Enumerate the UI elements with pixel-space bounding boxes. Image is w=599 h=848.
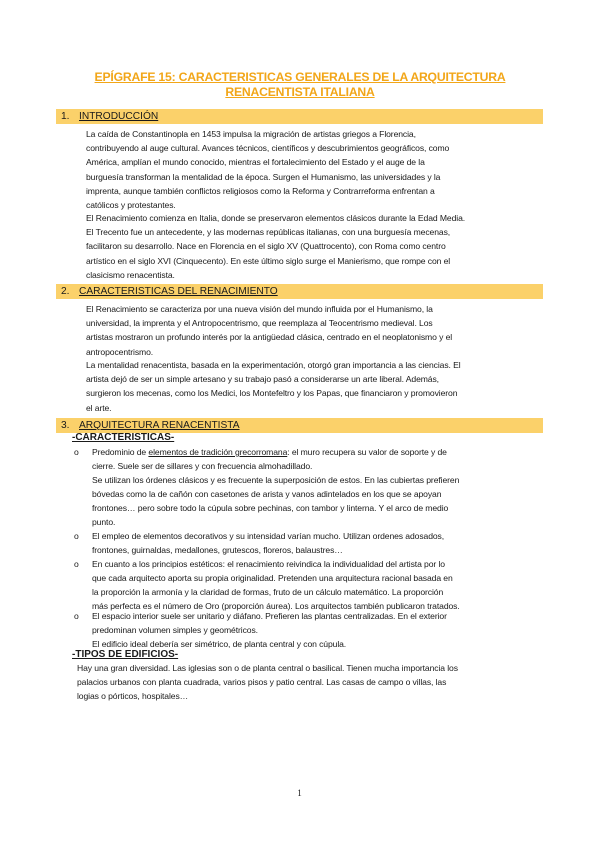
- text-line: El Renacimiento se caracteriza por una nueva visión del mundo influida por el Humanismo, la: [86, 304, 433, 314]
- text-line: Hay una gran diversidad. Las iglesias son o de planta central o basilical. Tienen mucha importancia los: [77, 663, 458, 673]
- text-line: contribuyendo al auge cultural. Avances técnicos, científicos y descubrimientos geográficos, como: [86, 143, 450, 154]
- text-line: bóvedas como la de cañón con casetones de arista y vanos adintelados en los que se apoyan: [92, 489, 442, 499]
- text-line: Predominio de elementos de tradición grecorromana: el muro recupera su valor de soporte y de: [92, 447, 447, 457]
- text-line: el arte.: [86, 402, 112, 413]
- text-line: universidad, la imprenta y el Antropocentrismo, que reemplaza al Teocentrismo medieval. Los: [86, 318, 433, 329]
- section-label: CARACTERISTICAS DEL RENACIMIENTO: [79, 286, 278, 297]
- underlined-term: elementos de tradición grecorromana: [148, 447, 288, 457]
- text-line: En cuanto a los principios estéticos: el renacimiento reivindica la individualidad del artista por lo: [92, 559, 445, 569]
- text-line: La mentalidad renacentista, basada en la experimentación, otorgó gran importancia a las ciencias. El: [86, 360, 461, 370]
- caracteristicas-paragraph-2: [86, 358, 541, 415]
- section-number: 3.: [61, 420, 70, 431]
- title-line-1: EPÍGRAFE 15: CARACTERISTICAS GENERALES DE LA ARQUITECTURA: [94, 70, 506, 84]
- text-line: La caída de Constantinopla en 1453 impulsa la migración de artistas griegos a Florencia,: [86, 129, 416, 139]
- text-line: frontones, guirnaldas, medallones, grutescos, floreros, balaustres…: [92, 545, 343, 555]
- text-line: El Renacimiento comienza en Italia, donde se preservaron elementos clásicos durante la Edad Media.: [86, 213, 466, 223]
- section-label: INTRODUCCIÓN: [79, 111, 159, 122]
- caracteristicas-paragraph-1: [86, 302, 541, 359]
- text-line: frontones… pero sobre todo la cúpula sobre pechinas, con tambor y linterna. Y el arco de medio: [92, 503, 449, 513]
- text-line: burguesía transforman la mentalidad de la época. Surgen el Humanismo, las universidades y la: [86, 171, 441, 182]
- section-heading-caracteristicas: [56, 284, 543, 299]
- text-line: El empleo de elementos decorativos y su intensidad varían mucho. Utilizan ordenes adosados,: [92, 531, 445, 541]
- list-item-continuation: [92, 473, 540, 529]
- text-line: católicos y protestantes.: [86, 200, 176, 211]
- subheading-tipos-de-edificios: -TIPOS DE EDIFICIOS-: [72, 649, 179, 660]
- text-line: facilitaron su desarrollo. Nace en Florencia en el siglo XV (Quattrocento), con Roma como centro: [86, 241, 446, 252]
- bullet-icon: o: [74, 447, 79, 457]
- section-number: 2.: [61, 286, 70, 297]
- text-line: predominan volumen simples y geométricos.: [92, 625, 258, 635]
- text-line: imprenta, aunque también conflictos religiosos como la Reforma y Contrarreforma enfrentan a: [86, 185, 435, 196]
- section-label: ARQUITECTURA RENACENTISTA: [79, 420, 240, 431]
- section-number: 1.: [61, 111, 70, 122]
- text-line: artistas mostraron un profundo interés por la antigüedad clásica, centrado en el neoplatonismo y el: [86, 332, 453, 343]
- subheading-caracteristicas: -CARACTERISTICAS-: [72, 432, 175, 443]
- list-item-text: [92, 557, 544, 613]
- list-item-text: [92, 609, 544, 651]
- document-title: [60, 70, 540, 100]
- list-item-text: [92, 529, 544, 557]
- text-line: logias o pórticos, hospitales…: [77, 691, 189, 702]
- text-line: El Trecento fue un antecedente, y las modernas repúblicas italianas, con una burguesía mecenas,: [86, 227, 451, 238]
- text-line: Se utilizan los órdenes clásicos y es frecuente la superposición de estos. En las cubiertas prefieren: [92, 475, 460, 485]
- text-line: artista dejó de ser un simple artesano y su trabajo pasó a considerarse un arte liberal. Además,: [86, 374, 439, 385]
- intro-paragraph-2: [86, 211, 541, 282]
- list-item-text: [92, 445, 544, 473]
- bullet-icon: o: [74, 559, 79, 569]
- text-line: cierre. Suele ser de sillares y con frecuencia almohadillado.: [92, 461, 313, 471]
- section-heading-arquitectura: [56, 418, 543, 433]
- text-line: antropocentrismo.: [86, 346, 154, 357]
- text-line: El edificio ideal debería ser simétrico, de planta central y con cúpula.: [92, 639, 347, 649]
- tipos-paragraph: [77, 661, 543, 704]
- page-number: 1: [297, 788, 302, 798]
- text-line: punto.: [92, 517, 116, 527]
- text-line: más perfecta es el número de Oro (proporción áurea). Los arquitectos también publicaron tratados.: [92, 601, 460, 611]
- text-line: América, amplían el mundo conocido, mientras el fortalecimiento del Estado y el auge de la: [86, 157, 425, 168]
- text-line: palacios urbanos con planta cuadrada, varios pisos y patio central. Las casas de campo o villas, las: [77, 677, 447, 688]
- bullet-icon: o: [74, 611, 79, 621]
- bullet-icon: o: [74, 531, 79, 541]
- section-heading-introduccion: [56, 109, 543, 124]
- title-line-2: RENACENTISTA ITALIANA: [225, 85, 375, 99]
- text-line: artístico en el siglo XVI (Cinquecento). En este último siglo surge el Manierismo, que rompe con el: [86, 255, 451, 266]
- text-line: El espacio interior suele ser unitario y diáfano. Prefieren las plantas centralizadas. En el exterior: [92, 611, 447, 621]
- text-line: clasicismo renacentista.: [86, 269, 175, 280]
- text-line: que cada arquitecto aporta su propia originalidad. Pretenden una arquitectura racional basada en: [92, 573, 453, 583]
- intro-paragraph-1: [86, 127, 541, 212]
- text-line: la proporción la armonía y la claridad de formas, fruto de un cálculo matemático. La proporción: [92, 587, 444, 597]
- text-line: surgieron los mecenas, como los Medici, los Montefeltro y los Papas, que financiaron y promovieron: [86, 388, 458, 399]
